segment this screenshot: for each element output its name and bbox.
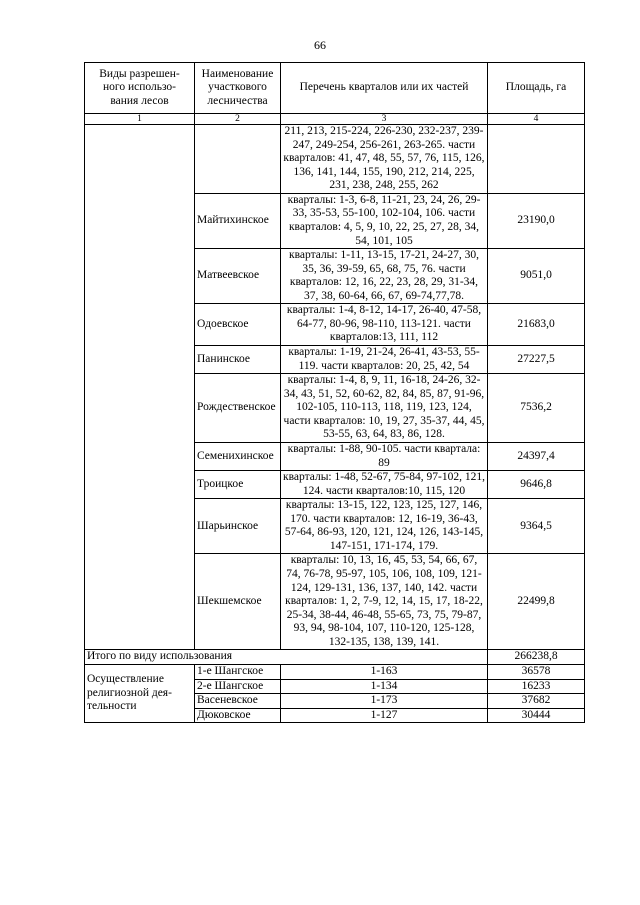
use-type-religious: Осуществление религиозной дея-тельности (85, 664, 195, 722)
column-number: 4 (488, 114, 585, 125)
header-forestry-name: Наименование участкового лесничества (195, 63, 281, 114)
area-cell: 37682 (488, 694, 585, 709)
forestry-name-cell: 2-е Шангское (195, 679, 281, 694)
area-cell: 9646,8 (488, 471, 585, 499)
forestry-name-cell: 1-е Шангское (195, 664, 281, 679)
forestry-name-cell (195, 125, 281, 194)
total-row (85, 650, 585, 665)
forestry-name-cell: Семенихинское (195, 442, 281, 470)
page-number: 66 (314, 38, 326, 52)
area-cell (488, 125, 585, 194)
total-label: Итого по виду использования (85, 650, 488, 665)
area-cell: 30444 (488, 708, 585, 723)
area-cell: 27227,5 (488, 346, 585, 374)
quarter-list-cell: кварталы: 1-88, 90-105. части квартала: 89 (281, 442, 488, 470)
total-area: 266238,8 (488, 650, 585, 665)
use-type-cell-empty (85, 125, 195, 650)
area-cell: 36578 (488, 664, 585, 679)
quarter-list-cell: 211, 213, 215-224, 226-230, 232-237, 239-247, 249-254, 256-261, 263-265. части кварталов: 41, 47, 48, 55, 57, 76, 115, 126, 136, 141, 144, 155, 190, 212, 214, 225, 231, 238, 248, 255, 262 (281, 125, 488, 194)
forestry-name-cell: Васеневское (195, 694, 281, 709)
area-cell: 9051,0 (488, 249, 585, 304)
quarter-list-cell: кварталы: 13-15, 122, 123, 125, 127, 146, 170. части кварталов: 12, 16-19, 36-43, 57-64, 86-93, 120, 121, 124, 126, 143-145, 147-151, 171-174, 179. (281, 499, 488, 554)
table-row (85, 664, 585, 679)
forestry-name-cell: Шарьинское (195, 499, 281, 554)
forestry-name-cell: Шекшемское (195, 554, 281, 650)
quarter-range-cell: 1-163 (281, 664, 488, 679)
header-area: Площадь, га (488, 63, 585, 114)
forestry-name-cell: Рождественское (195, 374, 281, 443)
area-cell: 16233 (488, 679, 585, 694)
quarter-range-cell: 1-173 (281, 694, 488, 709)
forestry-name-cell: Троицкое (195, 471, 281, 499)
quarter-list-cell: кварталы: 1-19, 21-24, 26-41, 43-53, 55-119. части кварталов: 20, 25, 42, 54 (281, 346, 488, 374)
table-row (85, 125, 585, 194)
area-cell: 21683,0 (488, 304, 585, 346)
area-cell: 7536,2 (488, 374, 585, 443)
quarter-list-cell: кварталы: 1-11, 13-15, 17-21, 24-27, 30, 35, 36, 39-59, 65, 68, 75, 76. части кварталов: 12, 16, 22, 23, 28, 29, 31-34, 37, 38, 60-64, 66, 67, 69-74,77,78. (281, 249, 488, 304)
quarter-list-cell: кварталы: 1-3, 6-8, 11-21, 23, 24, 26, 29-33, 35-53, 55-100, 102-104, 106. части кварталов: 4, 5, 9, 10, 22, 25, 27, 28, 34, 54, 101, 105 (281, 193, 488, 248)
header-row (85, 63, 585, 114)
quarter-list-cell: кварталы: 1-48, 52-67, 75-84, 97-102, 121, 124. части кварталов:10, 115, 120 (281, 471, 488, 499)
area-cell: 22499,8 (488, 554, 585, 650)
column-number: 1 (85, 114, 195, 125)
column-number-row (85, 114, 585, 125)
forestry-name-cell: Майтихинское (195, 193, 281, 248)
header-quarter-list: Перечень кварталов или их частей (281, 63, 488, 114)
forest-use-table (84, 62, 585, 723)
column-number: 3 (281, 114, 488, 125)
area-cell: 24397,4 (488, 442, 585, 470)
forestry-name-cell: Матвеевское (195, 249, 281, 304)
quarter-list-cell: кварталы: 1-4, 8-12, 14-17, 26-40, 47-58, 64-77, 80-96, 98-110, 113-121. части кварталов:13, 111, 112 (281, 304, 488, 346)
forestry-name-cell: Одоевское (195, 304, 281, 346)
area-cell: 9364,5 (488, 499, 585, 554)
column-number: 2 (195, 114, 281, 125)
forestry-name-cell: Дюковское (195, 708, 281, 723)
quarter-list-cell: кварталы: 10, 13, 16, 45, 53, 54, 66, 67, 74, 76-78, 95-97, 105, 106, 108, 109, 121-124, 129-131, 136, 137, 140, 142. части кварталов: 1, 2, 7-9, 12, 14, 15, 17, 18-22, 25-34, 38-44, 46-48, 55-65, 73, 75, 79-87, 93, 94, 98-104, 107, 110-120, 125-128, 132-135, 138, 139, 141. (281, 554, 488, 650)
area-cell: 23190,0 (488, 193, 585, 248)
quarter-range-cell: 1-134 (281, 679, 488, 694)
forestry-name-cell: Панинское (195, 346, 281, 374)
quarter-range-cell: 1-127 (281, 708, 488, 723)
header-use-type: Виды разрешен- ного использо- вания лесов (85, 63, 195, 114)
quarter-list-cell: кварталы: 1-4, 8, 9, 11, 16-18, 24-26, 32-34, 43, 51, 52, 60-62, 82, 84, 85, 87, 91-96, 102-105, 110-113, 118, 119, 123, 124, части кварталов: 10, 19, 27, 35-37, 44, 45, 53-55, 63, 64, 83, 86, 128. (281, 374, 488, 443)
